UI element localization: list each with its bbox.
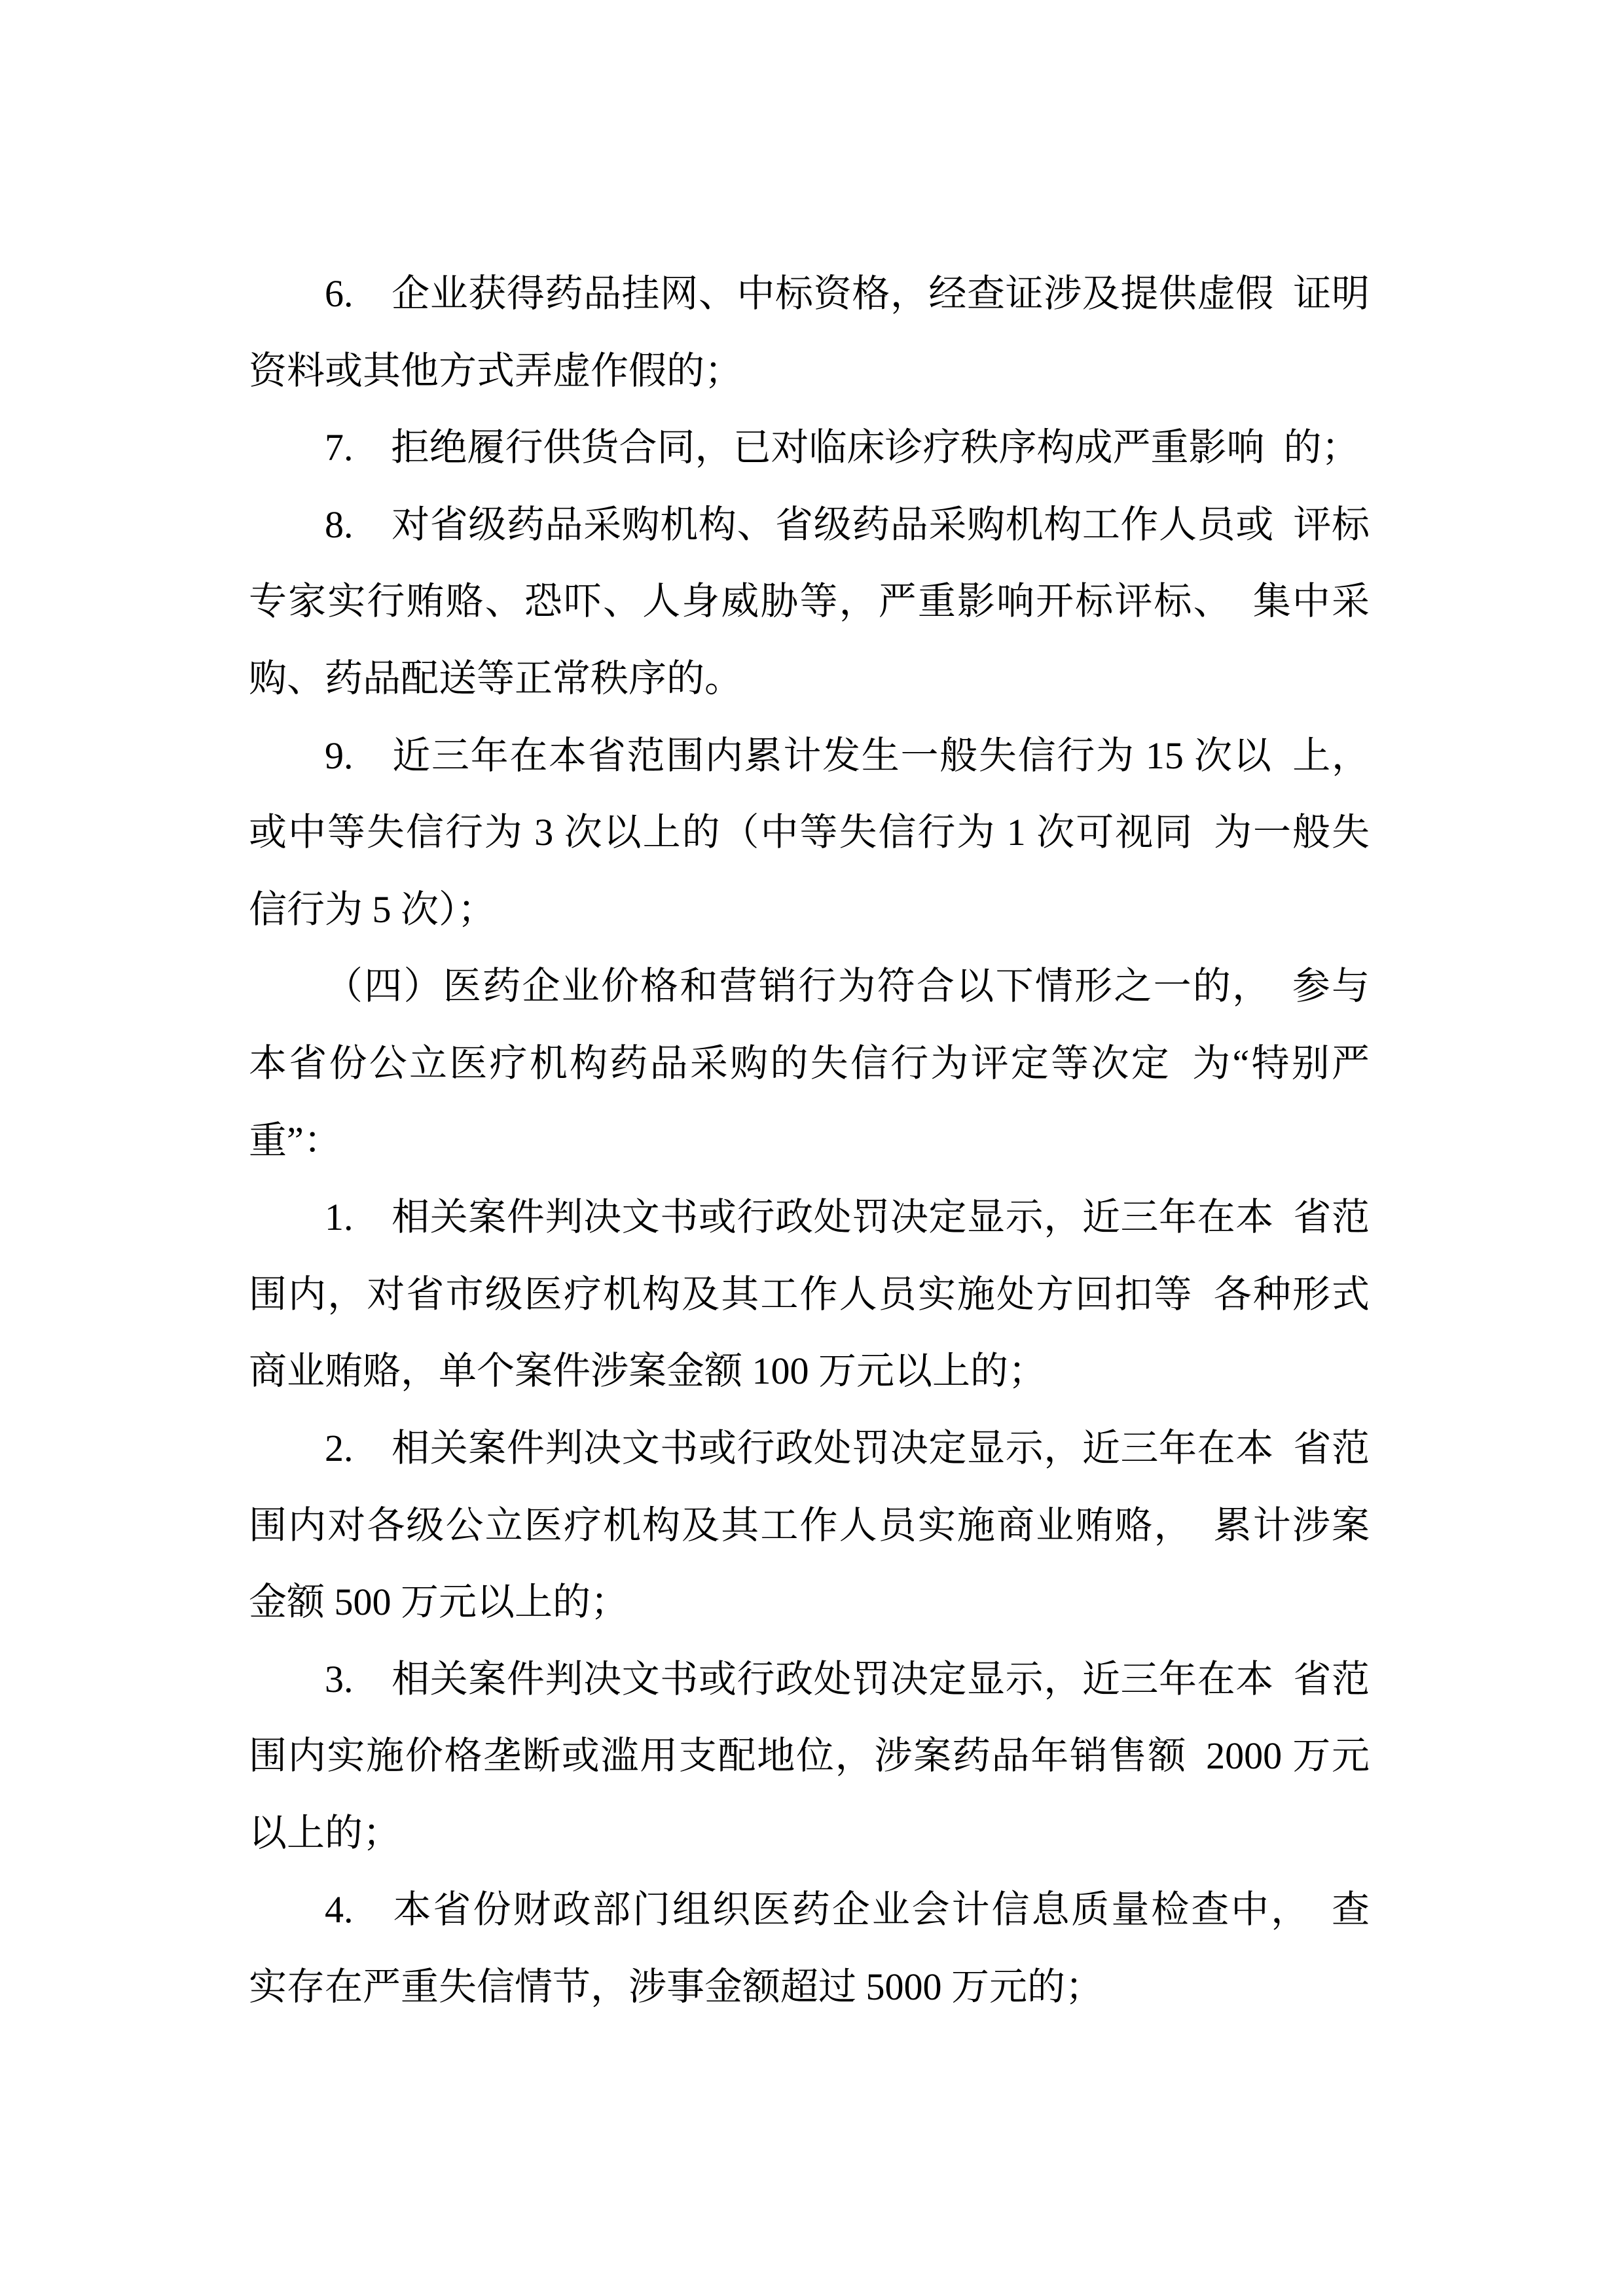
paragraph [249, 1641, 1370, 1872]
text-line: 购、药品配送等正常秩序的。 [249, 656, 743, 700]
document-body [249, 255, 1370, 2026]
paragraph [249, 717, 1370, 948]
text-line: 本省份公立医疗机构药品采购的失信行为评定等次定 为“特别严 [249, 1041, 1370, 1085]
paragraph [249, 1871, 1370, 2025]
text-line: 信行为 5 次）； [249, 888, 496, 931]
text-line: 围内，对省市级医疗机构及其工作人员实施处方回扣等 各种形式 [249, 1272, 1370, 1316]
text-line: 6. 企业获得药品挂网、中标资格，经查证涉及提供虚假 证明 [325, 272, 1370, 315]
text-line: 9. 近三年在本省范围内累计发生一般失信行为 15 次以 上， [325, 734, 1370, 777]
text-line: （四）医药企业价格和营销行为符合以下情形之一的， 参与 [325, 965, 1370, 1008]
text-line: 资料或其他方式弄虚作假的； [249, 349, 743, 392]
paragraph [249, 409, 1370, 486]
text-line: 3. 相关案件判决文书或行政处罚决定显示，近三年在本 省范 [325, 1657, 1370, 1700]
text-line: 实存在严重失信情节，涉事金额超过 5000 万元的； [249, 1965, 1104, 2009]
paragraph [249, 255, 1370, 409]
paragraph [249, 486, 1370, 717]
text-line: 4. 本省份财政部门组织医药企业会计信息质量检查中， 查 [325, 1888, 1370, 1931]
text-line: 围内对各级公立医疗机构及其工作人员实施商业贿赂， 累计涉案 [249, 1503, 1370, 1547]
text-line: 1. 相关案件判决文书或行政处罚决定显示，近三年在本 省范 [325, 1196, 1370, 1239]
text-line: 专家实行贿赂、恐吓、人身威胁等，严重影响开标评标、 集中采 [249, 580, 1370, 623]
text-line: 商业贿赂，单个案件涉案金额 100 万元以上的； [249, 1350, 1047, 1393]
text-line: 以上的； [249, 1811, 401, 1854]
text-line: 围内实施价格垄断或滥用支配地位，涉案药品年销售额 2000 万元 [249, 1734, 1370, 1778]
text-line: 金额 500 万元以上的； [249, 1581, 629, 1624]
paragraph [249, 948, 1370, 1179]
paragraph [249, 1179, 1370, 1410]
text-line: 重”： [249, 1119, 342, 1162]
text-line: 7. 拒绝履行供货合同，已对临床诊疗秩序构成严重影响 的； [325, 426, 1360, 469]
text-line: 2. 相关案件判决文书或行政处罚决定显示，近三年在本 省范 [325, 1426, 1370, 1469]
paragraph [249, 1410, 1370, 1641]
text-line: 8. 对省级药品采购机构、省级药品采购机构工作人员或 评标 [325, 503, 1370, 546]
text-line: 或中等失信行为 3 次以上的（中等失信行为 1 次可视同 为一般失 [249, 811, 1370, 854]
